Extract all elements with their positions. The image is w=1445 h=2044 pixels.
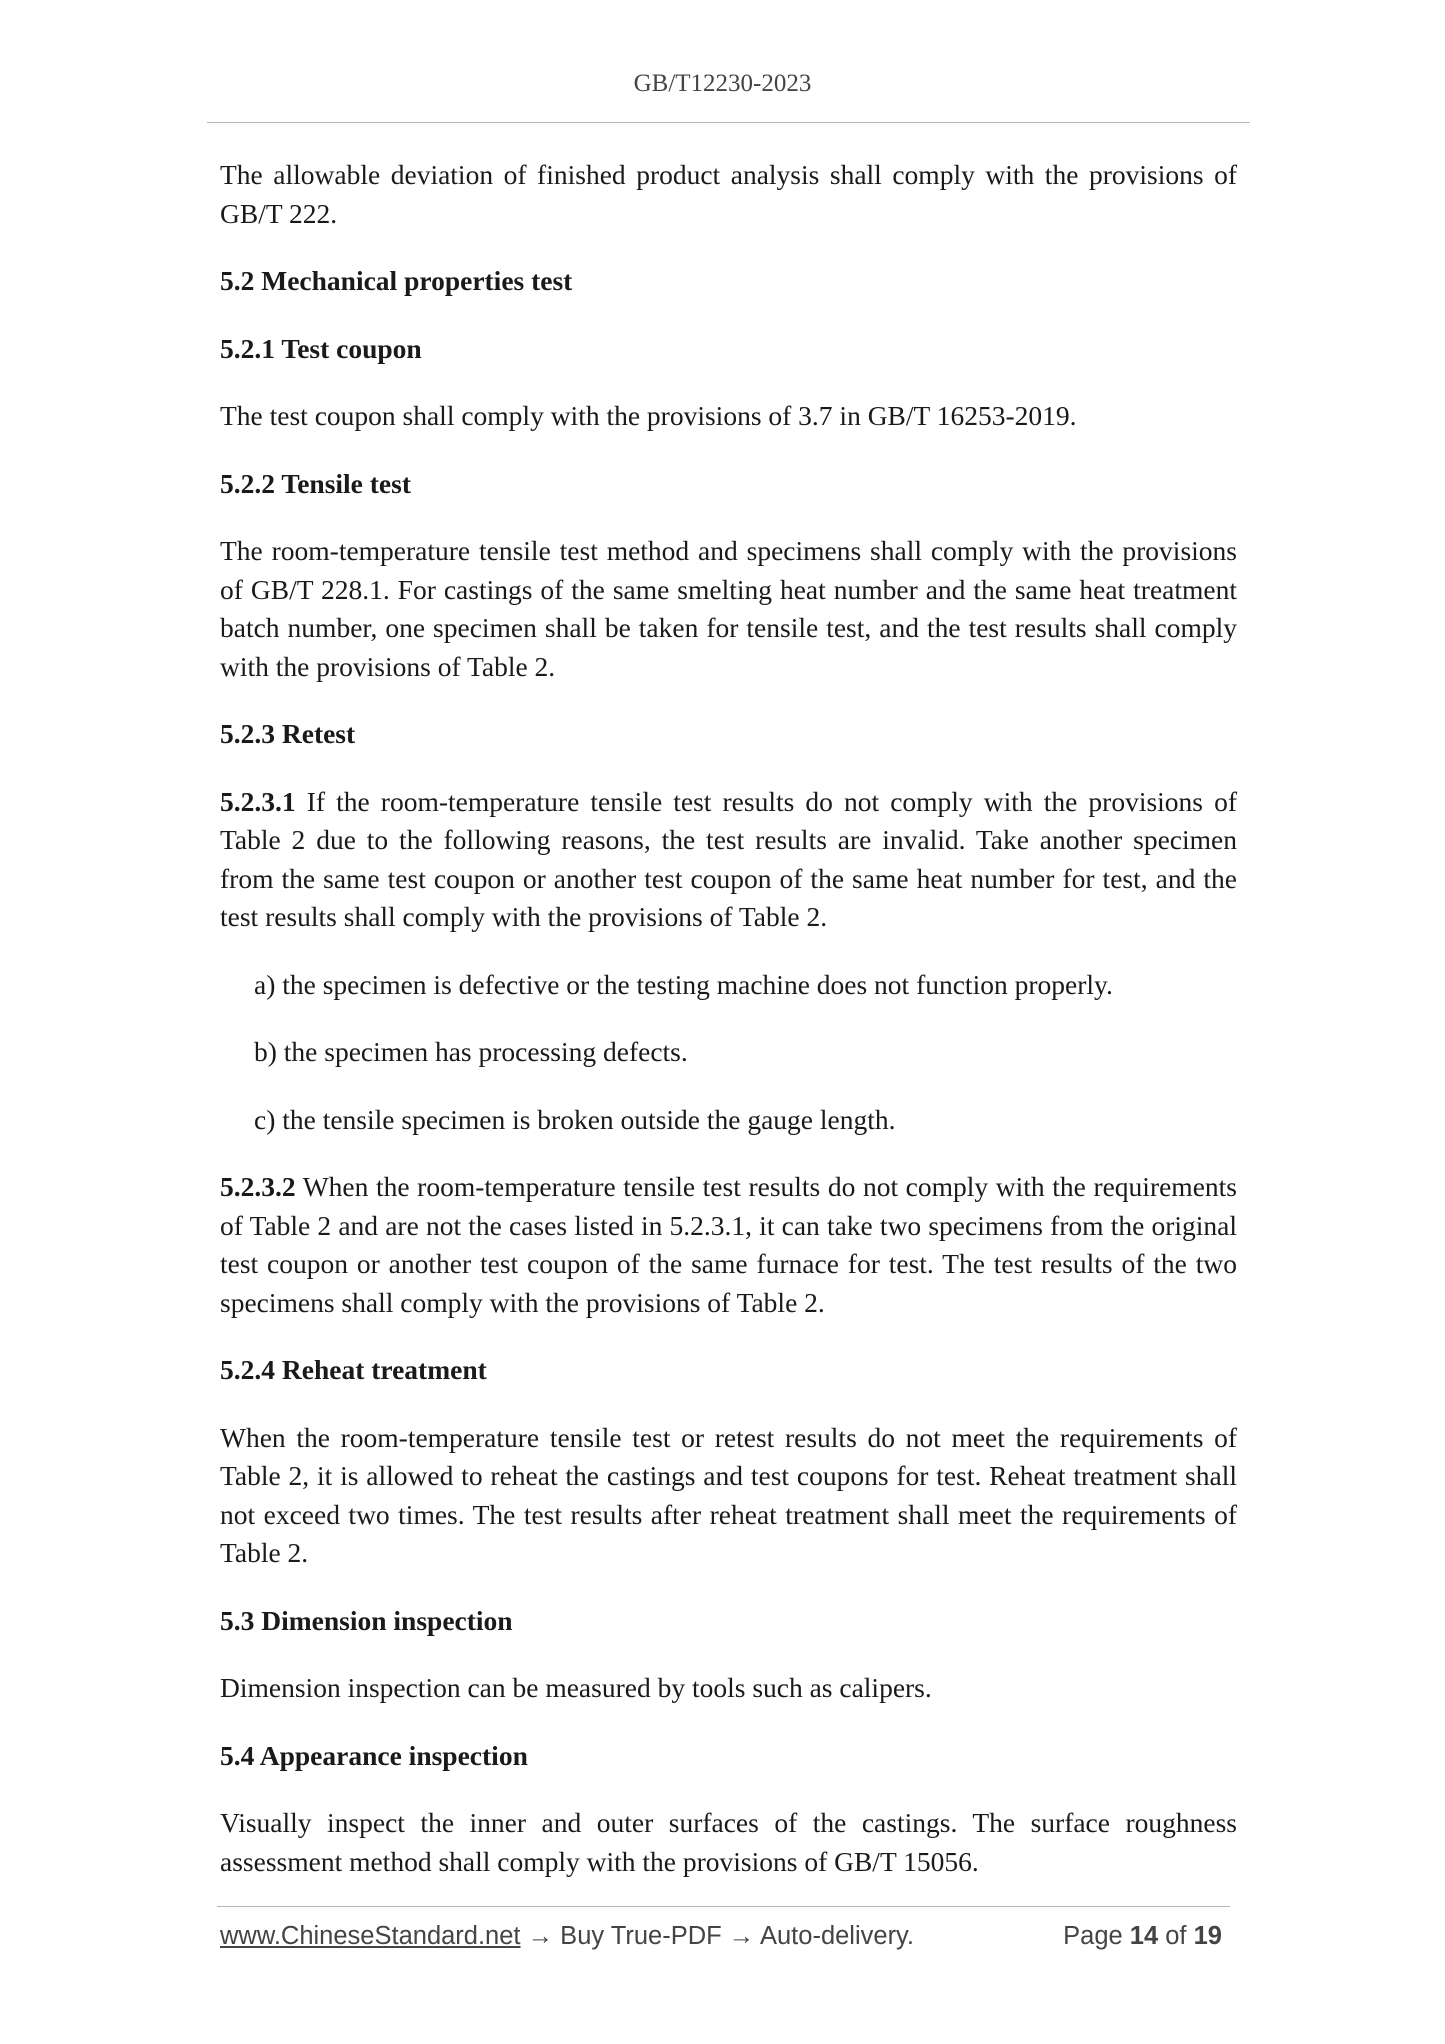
page-label: Page <box>1063 1922 1123 1950</box>
section-5-2-4-heading: 5.2.4 Reheat treatment <box>220 1354 487 1385</box>
promo-text: → Buy True-PDF → Auto-delivery. <box>520 1922 914 1950</box>
page-header: GB/T12230-2023 <box>633 70 812 97</box>
section-5-2-3-1-paragraph <box>220 783 1237 937</box>
total-page-number: 19 <box>1193 1922 1222 1950</box>
section-5-2-3-heading: 5.2.3 Retest <box>220 718 356 749</box>
intro-paragraph: The allowable deviation of finished product analysis shall comply with the provisions of GB/T 222. <box>220 159 1237 229</box>
section-5-2-2-paragraph: The room-temperature tensile test method and specimens shall comply with the provisions of GB/T 228.1. For castings of the same smelting heat number and the same heat treatment batch number, one specimen shall be taken for tensile test, and the test results shall comply with the provisions of Table 2. <box>220 535 1237 682</box>
footer-divider <box>217 1906 1230 1907</box>
list-item: c) the tensile specimen is broken outside the gauge length. <box>254 1103 896 1135</box>
section-5-2-4-paragraph: When the room-temperature tensile test or retest results do not meet the requirements of Table 2, it is allowed to reheat the castings and test coupons for test. Reheat treatment shall not exceed two times. The test results after reheat treatment shall meet the requirements of Table 2. <box>220 1421 1237 1568</box>
section-5-2-1-heading: 5.2.1 Test coupon <box>220 332 422 364</box>
clause-text: If the room-temperature tensile test results do not comply with the provisions of Table 2 due to the following reasons, the test results are invalid. Take another specimen from the same test coupon or another test coupon of the same heat number for test, and the test results shall comply with the provisions of Table 2. <box>220 785 1237 932</box>
section-5-2-heading: 5.2 Mechanical properties test <box>220 265 573 296</box>
footer-promo <box>220 1922 914 1951</box>
section-5-4-heading: 5.4 Appearance inspection <box>220 1739 528 1771</box>
document-body <box>220 156 1237 1910</box>
section-5-3-heading: 5.3 Dimension inspection <box>220 1604 513 1636</box>
clause-number: 5.2.3.1 <box>220 785 296 817</box>
header-divider <box>207 122 1250 123</box>
section-5-4-paragraph: Visually inspect the inner and outer surfaces of the castings. The surface roughness assessment method shall comply with the provisions of GB/T 15056. <box>220 1807 1237 1877</box>
list-item: a) the specimen is defective or the testing machine does not function properly. <box>254 968 1113 1000</box>
list-item: b) the specimen has processing defects. <box>254 1036 688 1067</box>
clause-text: When the room-temperature tensile test results do not comply with the requirements of Table 2 and are not the cases listed in 5.2.3.1, it can take two specimens from the original test coupon or another test coupon of the same furnace for test. The test results of the two specimens shall comply with the provisions of Table 2. <box>220 1171 1237 1318</box>
section-5-2-3-2-paragraph <box>220 1168 1237 1322</box>
section-5-2-2-heading: 5.2.2 Tensile test <box>220 467 411 499</box>
of-label: of <box>1165 1922 1187 1950</box>
section-5-3-paragraph: Dimension inspection can be measured by tools such as calipers. <box>220 1672 932 1703</box>
page-indicator <box>1063 1922 1222 1951</box>
current-page-number: 14 <box>1129 1922 1159 1950</box>
section-5-2-1-paragraph: The test coupon shall comply with the provisions of 3.7 in GB/T 16253-2019. <box>220 400 1077 431</box>
clause-number: 5.2.3.2 <box>220 1171 296 1202</box>
website-link[interactable]: www.ChineseStandard.net <box>220 1922 521 1950</box>
